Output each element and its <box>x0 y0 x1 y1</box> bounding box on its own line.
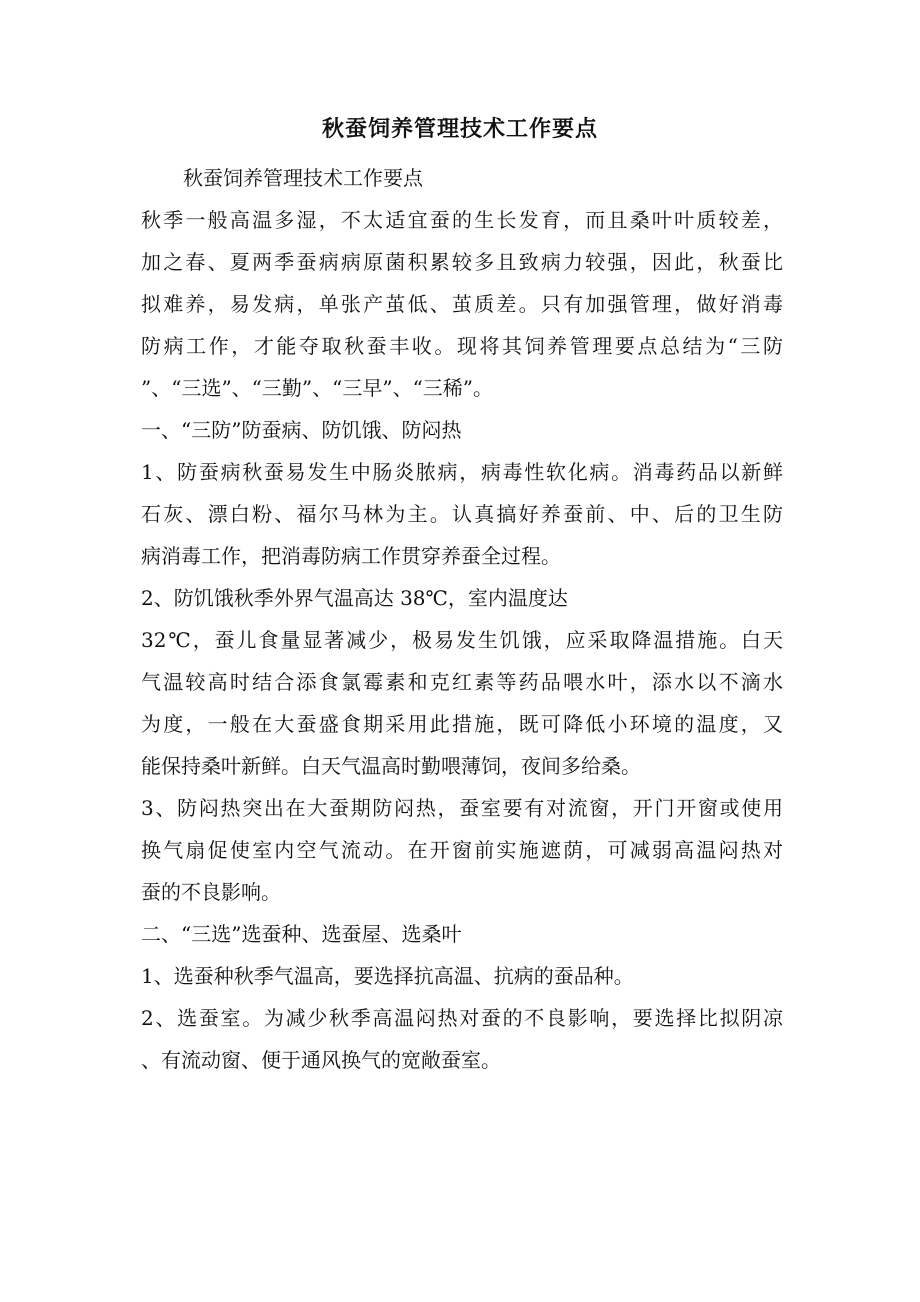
paragraph-line: 拟难养，易发病，单张产茧低、茧质差。只有加强管理，做好消毒 <box>141 292 783 316</box>
paragraph-line: 能保持桑叶新鲜。白天气温高时勤喂薄饲，夜间多给桑。 <box>141 754 641 778</box>
paragraph-line: 换气扇促使室内空气流动。在开窗前实施遮荫，可减弱高温闷热对 <box>141 838 783 862</box>
section-heading: 一、“三防”防蚕病、防饥饿、防闷热 <box>141 418 462 442</box>
paragraph-line: 3、防闷热突出在大蚕期防闷热，蚕室要有对流窗，开门开窗或使用 <box>141 796 783 820</box>
document-body <box>141 157 783 1081</box>
paragraph-line: 2、防饥饿秋季外界气温高达 38℃，室内温度达 <box>141 586 568 610</box>
section-heading: 二、“三选”选蚕种、选蚕屋、选桑叶 <box>141 922 462 946</box>
paragraph-line: 加之春、夏两季蚕病病原菌积累较多且致病力较强，因此，秋蚕比 <box>141 250 783 274</box>
paragraph-line: 防病工作，才能夺取秋蚕丰收。现将其饲养管理要点总结为“三防 <box>141 334 783 358</box>
paragraph-line: 石灰、漂白粉、福尔马林为主。认真搞好养蚕前、中、后的卫生防 <box>141 502 783 526</box>
paragraph-line: ”、“三选”、“三勤”、“三早”、“三稀”。 <box>141 376 494 400</box>
paragraph-line: 蚕的不良影响。 <box>141 880 281 904</box>
paragraph-line: 2、选蚕室。为减少秋季高温闷热对蚕的不良影响，要选择比拟阴凉 <box>141 1006 783 1030</box>
document-title: 秋蚕饲养管理技术工作要点 <box>321 116 598 142</box>
paragraph-line: 病消毒工作，把消毒防病工作贯穿养蚕全过程。 <box>141 544 561 568</box>
paragraph-line: 气温较高时结合添食氯霉素和克红素等药品喂水叶，添水以不滴水 <box>141 670 783 694</box>
paragraph-line: 1、选蚕种秋季气温高，要选择抗高温、抗病的蚕品种。 <box>141 964 634 988</box>
paragraph-line: 秋季一般高温多湿，不太适宜蚕的生长发育，而且桑叶叶质较差， <box>141 208 783 232</box>
subtitle-line: 秋蚕饲养管理技术工作要点 <box>183 166 423 190</box>
paragraph-line: 为度，一般在大蚕盛食期采用此措施，既可降低小环境的温度，又 <box>141 712 783 736</box>
paragraph-line: 1、防蚕病秋蚕易发生中肠炎脓病，病毒性软化病。消毒药品以新鲜 <box>141 460 783 484</box>
paragraph-line: 32℃，蚕儿食量显著减少，极易发生饥饿，应采取降温措施。白天 <box>141 628 783 652</box>
paragraph-line: 、有流动窗、便于通风换气的宽敞蚕室。 <box>141 1048 501 1072</box>
